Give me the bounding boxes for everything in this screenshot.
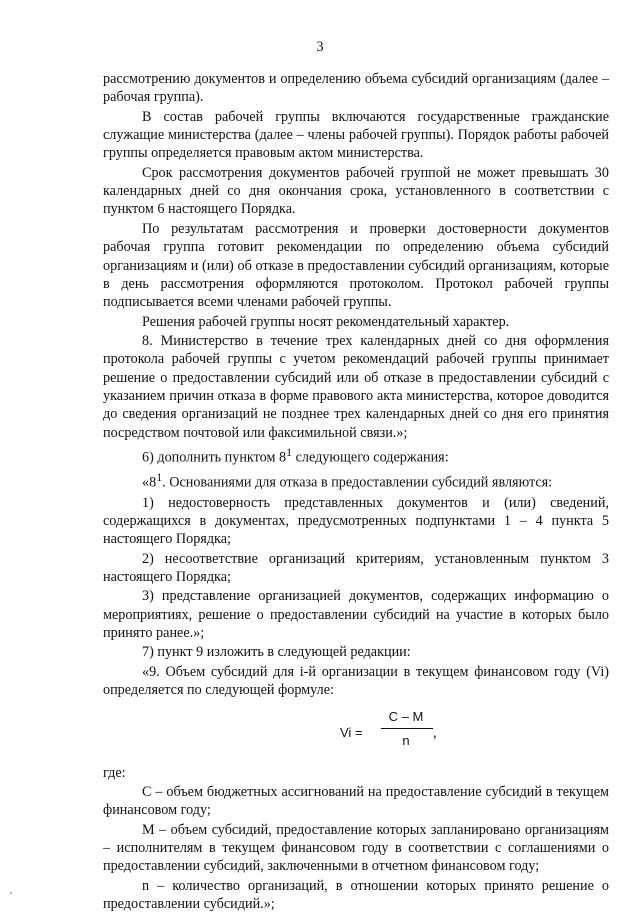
paragraph-10: 2) несоответствие организаций критериям, установленным пунктом 3 настоящего Порядка;: [103, 550, 609, 585]
paragraph-8-text-a: «8: [142, 475, 157, 492]
paragraph-8-text-b: . Основаниями для отказа в предоставлении субсидий являются:: [162, 475, 553, 492]
paragraph-6: 8. Министерство в течение трех календарных дней со дня оформления протокола рабочей группы с учетом рекомендаций рабочей группы принимает решение о предоставлении субсидий или об отказе в предоставлении субсидий с указанием причин отказа в форме правового акта министерства, которое доводится до сведения организаций не позднее трех календарных дней со дня его принятия посредством почтовой или факсимильной связи.»;: [103, 333, 609, 441]
paragraph-4: По результатам рассмотрения и проверки достоверности документов рабочая группа готовит рекомендации по определению объема субсидий организациям и (или) об отказе в предоставлении субсидий организациям, которые в день рассмотрения оформляются протоколом. Протокол рабочей группы подписывается всеми членами рабочей группы.: [103, 220, 609, 311]
paragraph-9: 1) недостоверность представленных документов и (или) сведений, содержащихся в документах, предусмотренных подпунктами 1 – 4 пункта 5 настоящего Порядка;: [103, 494, 609, 548]
paragraph-5: Решения рабочей группы носят рекомендательный характер.: [142, 313, 510, 330]
formula-numerator: C – M: [388, 708, 424, 724]
document-body: [103, 70, 609, 915]
formula-lhs: Vi =: [340, 724, 363, 740]
paragraph-8: [103, 468, 609, 492]
formula: [103, 706, 609, 760]
scan-mark-icon: [8, 890, 14, 896]
paragraph-7-text-b: следующего содержания:: [292, 449, 449, 466]
paragraph-12: 7) пункт 9 изложить в следующей редакции:: [142, 644, 411, 661]
paragraph-7-sup: 1: [286, 445, 293, 460]
paragraph-2: В состав рабочей группы включаются государственные гражданские служащие министерства (далее – члены рабочей группы). Порядок работы рабочей группы определяется правовым актом министерства.: [103, 108, 609, 162]
paragraph-def-m: M – объем субсидий, предоставление которых запланировано организациям – исполнителям в текущем финансовом году в соответствии с соглашениями о предоставлении субсидий, заключенными в отчетном финансовом году;: [103, 821, 609, 875]
paragraph-def-n: n – количество организаций, в отношении которых принято решение о предоставлении субсидий.»;: [103, 877, 609, 913]
paragraph-1: рассмотрению документов и определению объема субсидий организациям (далее – рабочая группа).: [103, 71, 609, 106]
formula-comma: ,: [433, 724, 437, 741]
formula-fraction-bar: [381, 728, 433, 729]
paragraph-def-c: C – объем бюджетных ассигнований на предоставление субсидий в текущем финансовом году;: [103, 784, 609, 819]
formula-denominator: n: [402, 732, 410, 748]
paragraph-where: где:: [103, 764, 126, 781]
paragraph-13: «9. Объем субсидий для i-й организации в текущем финансовом году (Vi) определяется по следующей формуле:: [103, 663, 609, 699]
page-number: 3: [316, 39, 324, 55]
paragraph-7-text-a: 6) дополнить пунктом 8: [142, 449, 287, 466]
paragraph-11: 3) представление организацией документов, содержащих информацию о мероприятиях, решение о предоставлении субсидий на участие в которых было принято ранее.»;: [103, 588, 609, 641]
paragraph-7: [103, 443, 609, 467]
paragraph-3: Срок рассмотрения документов рабочей группой не может превышать 30 календарных дней со дня окончания срока, установленного в соответствии с пунктом 6 настоящего Порядка.: [103, 164, 609, 218]
paragraph-8-sup: 1: [156, 470, 163, 485]
